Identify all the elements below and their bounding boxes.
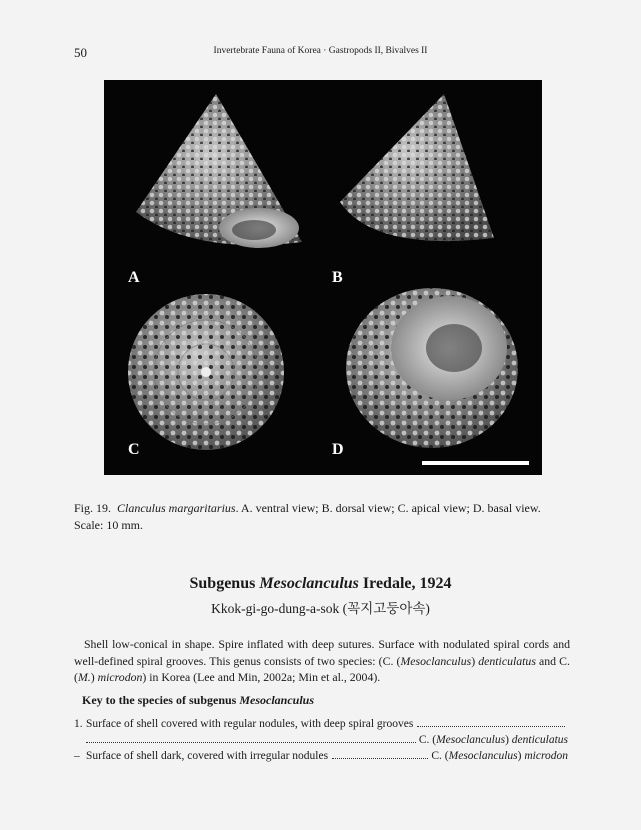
figure-caption <box>74 500 570 534</box>
key-entry-text: Surface of shell covered with regular nodules, with deep spiral grooves <box>86 718 414 730</box>
result-prefix: C. ( <box>418 734 437 746</box>
panel-label-b: B <box>332 269 343 286</box>
key-entry-text: Surface of shell dark, covered with irregular nodules <box>86 750 329 762</box>
page-header <box>74 45 567 61</box>
key-entry-result <box>431 748 568 764</box>
result-prefix: C. ( <box>431 750 449 762</box>
shell-d <box>346 288 518 448</box>
description-paragraph <box>74 636 570 686</box>
korean-name: Kkok-gi-go-dung-a-sok (꼭지고둥아속) <box>211 601 430 616</box>
shell-a <box>136 94 302 248</box>
caption-label: Fig. 19. <box>74 501 112 515</box>
result-genus: Mesoclanculus <box>436 734 506 746</box>
section-title-author: Iredale, 1924 <box>358 575 452 592</box>
key-entry-2-line-1 <box>74 748 568 764</box>
shell-photographs <box>104 80 542 475</box>
key-title-genus: Mesoclanculus <box>239 693 315 707</box>
key-title-prefix: Key to the species of subgenus <box>82 693 240 707</box>
para-text-2: ) <box>471 653 479 668</box>
para-genus-2: M. <box>77 670 91 685</box>
key-entry-result <box>419 732 568 748</box>
key-entry-2 <box>74 748 568 764</box>
result-suffix: ) <box>517 750 525 762</box>
running-head: Invertebrate Fauna of Korea · Gastropods II, Bivalves II <box>213 46 428 56</box>
shell-b <box>340 94 494 241</box>
caption-species: Clanculus margaritarius <box>117 501 236 515</box>
key-title <box>82 693 314 708</box>
leader-dots <box>417 726 565 727</box>
para-genus-1: Mesoclanculus <box>400 653 472 668</box>
leader-dots <box>86 742 416 743</box>
caption-text: . A. ventral view; B. dorsal view; C. apical view; D. basal view. Scale: 10 mm. <box>74 501 541 532</box>
para-text-4: ) <box>90 670 98 685</box>
para-species-1: denticulatus <box>478 653 536 668</box>
para-text-1: Shell low-conical in shape. Spire inflated with deep sutures. Surface with nodulated spiral cords and well-defined spiral grooves. This genus consists of two species: (C. ( <box>74 637 570 668</box>
para-text-5: ) in Korea (Lee and Min, 2002a; Min et al., 2004). <box>142 670 381 685</box>
para-species-2: microdon <box>97 670 143 685</box>
leader-dots <box>332 758 428 759</box>
key-entry-number: 1. <box>74 718 83 730</box>
key-entry-number: – <box>74 750 80 762</box>
key-entry-1-line-1 <box>74 716 568 732</box>
panel-label-c: C <box>128 441 140 458</box>
page-number: 50 <box>74 45 87 60</box>
shell-c <box>128 294 284 450</box>
scale-bar <box>422 461 529 465</box>
section-title-prefix: Subgenus <box>189 575 260 592</box>
panel-label-a: A <box>128 269 140 286</box>
result-species: microdon <box>524 750 568 762</box>
result-suffix: ) <box>505 734 512 746</box>
para-text-3: and C. ( <box>74 653 570 685</box>
panel-label-d: D <box>332 441 344 458</box>
result-species: denticulatus <box>511 734 568 746</box>
key-entry-1-line-2 <box>74 732 568 748</box>
section-title <box>0 575 641 593</box>
result-genus: Mesoclanculus <box>448 750 518 762</box>
key-entry-1 <box>74 716 568 748</box>
section-title-genus: Mesoclanculus <box>259 575 359 592</box>
figure-plate <box>104 80 542 475</box>
